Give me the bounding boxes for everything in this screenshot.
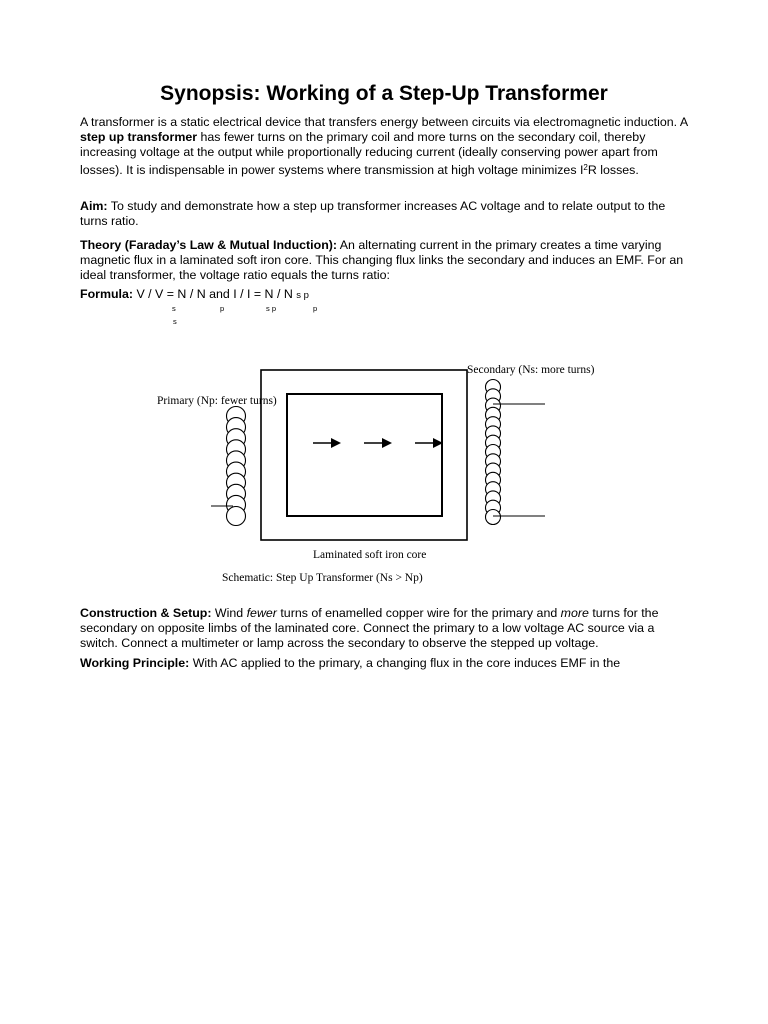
diagram-caption: Schematic: Step Up Transformer (Ns > Np)	[222, 572, 423, 584]
construction-emphasis-more: more	[560, 606, 589, 620]
working-label: Working Principle:	[80, 656, 190, 670]
intro-paragraph	[80, 115, 695, 178]
page-title: Synopsis: Working of a Step-Up Transformer	[160, 82, 608, 105]
core-window-outline	[287, 394, 442, 516]
construction-label: Construction & Setup:	[80, 606, 212, 620]
construction-text-2: turns of enamelled copper wire for the primary and	[276, 606, 561, 620]
formula-trailing-subscripts: s p	[296, 290, 309, 301]
flux-arrow	[364, 438, 392, 448]
secondary-coil-label: Secondary (Ns: more turns)	[467, 364, 595, 376]
formula-subscript: p	[220, 304, 225, 313]
secondary-coil	[486, 380, 501, 525]
primary-coil-turn	[227, 507, 246, 526]
theory-paragraph	[80, 238, 695, 283]
transformer-diagram	[0, 355, 768, 595]
theory-label: Theory (Faraday’s Law & Mutual Induction):	[80, 238, 338, 252]
aim-label: Aim:	[80, 199, 108, 213]
formula-subscript: p	[313, 304, 318, 313]
primary-coil-label: Primary (Np: fewer turns)	[157, 395, 277, 407]
construction-text-3: turns for the secondary on opposite limbs of the laminated core. Connect the primary to a low voltage AC source via a switch. Connect a multimeter or lamp across the secondary to observe the stepped up voltage.	[80, 606, 659, 650]
flux-arrow-head	[331, 438, 341, 448]
intro-text-3: R losses.	[587, 163, 639, 177]
flux-arrow	[313, 438, 341, 448]
secondary-coil-turn	[486, 510, 501, 525]
working-text: With AC applied to the primary, a changing flux in the core induces EMF in the	[189, 656, 621, 670]
working-paragraph	[80, 656, 695, 671]
theory-text: An alternating current in the primary creates a time varying magnetic flux in a laminated soft iron core. This changing flux links the secondary and induces an EMF. For an ideal transformer, the voltage ratio equals the turns ratio:	[80, 238, 684, 282]
formula-subscript: s p	[266, 304, 277, 313]
aim-text: To study and demonstrate how a step up transformer increases AC voltage and to relate output to the turns ratio.	[80, 199, 666, 228]
formula-text: V / V = N / N and I / I = N / N	[133, 287, 293, 301]
flux-arrows	[313, 438, 443, 448]
flux-arrow	[415, 438, 443, 448]
formula-line	[80, 287, 695, 303]
primary-coil	[227, 407, 246, 526]
core-label: Laminated soft iron core	[313, 549, 427, 561]
aim-paragraph	[80, 199, 695, 229]
intro-superscript: 2	[583, 163, 588, 172]
core-outer-outline	[261, 370, 467, 540]
formula-subscript: s	[173, 317, 177, 326]
construction-emphasis-fewer: fewer	[246, 606, 277, 620]
construction-text-1: Wind	[211, 606, 247, 620]
intro-text-1: A transformer is a static electrical device that transfers energy between circuits via electromagnetic induction. A	[80, 115, 688, 129]
flux-arrow-head	[382, 438, 392, 448]
construction-paragraph	[80, 606, 695, 651]
intro-text-2: has fewer turns on the primary coil and more turns on the secondary coil, thereby increasing voltage at the output while proportionally reducing current (ideally conserving power apart from losses). It is indispensable in power systems where transmission at high voltage minimizes I	[80, 130, 658, 177]
formula-label: Formula:	[80, 287, 134, 301]
intro-bold-term: step up transformer	[80, 130, 198, 144]
formula-subscript: s	[172, 304, 176, 313]
